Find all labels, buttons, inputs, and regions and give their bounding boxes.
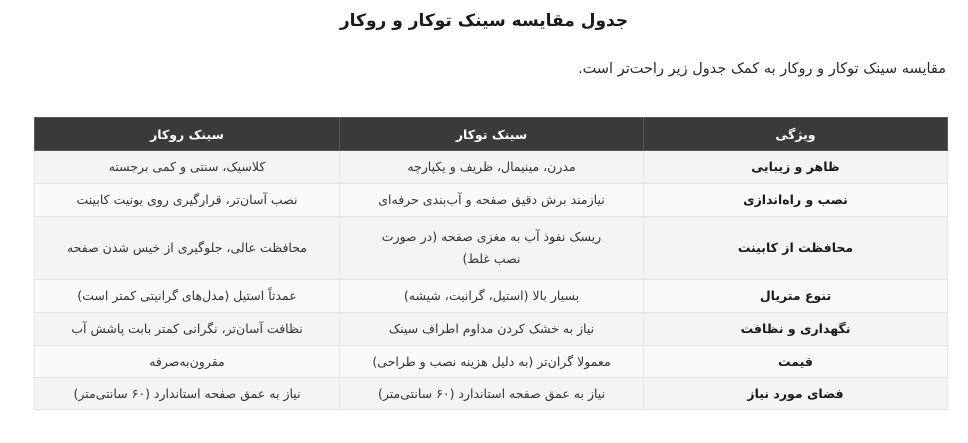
surface-cell: نظافت آسان‌تر، نگرانی کمتر بابت پاشش آب — [35, 313, 340, 346]
feature-cell: محافظت از کابینت — [644, 217, 948, 280]
comparison-table — [34, 117, 948, 410]
surface-cell: نصب آسان‌تر، قرارگیری روی یونیت کابینت — [35, 184, 340, 217]
surface-cell: عمدتاً استیل (مدل‌های گرانیتی کمتر است) — [35, 280, 340, 313]
table-row — [35, 313, 948, 346]
table-row — [35, 151, 948, 184]
built-in-cell: مدرن، مینیمال، ظریف و یکپارچه — [340, 151, 644, 184]
built-in-cell: معمولا گران‌تر (به دلیل هزینه نصب و طراحی) — [340, 346, 644, 378]
table-row — [35, 378, 948, 410]
built-in-cell: نیاز به خشک کردن مداوم اطراف سینک — [340, 313, 644, 346]
table-row — [35, 346, 948, 378]
feature-cell: نصب و راه‌اندازی — [644, 184, 948, 217]
header-surface-sink: سینک روکار — [35, 118, 340, 151]
table-title: جدول مقایسه سینک توکار و روکار — [339, 11, 629, 31]
built-in-cell: نیاز به عمق صفحه استاندارد (۶۰ سانتی‌متر) — [340, 378, 644, 410]
built-in-cell: ریسک نفوذ آب به مغزی صفحه (در صورت نصب غلط) — [340, 217, 644, 280]
surface-cell: محافظت عالی، جلوگیری از خیس شدن صفحه — [35, 217, 340, 280]
feature-cell: نگهداری و نظافت — [644, 313, 948, 346]
header-built-in-sink: سینک توکار — [340, 118, 644, 151]
built-in-cell: بسیار بالا (استیل، گرانیت، شیشه) — [340, 280, 644, 313]
feature-cell: ظاهر و زیبایی — [644, 151, 948, 184]
feature-cell: فضای مورد نیاز — [644, 378, 948, 410]
table-row — [35, 217, 948, 280]
surface-cell: مقرون‌به‌صرفه — [35, 346, 340, 378]
surface-cell: کلاسیک، سنتی و کمی برجسته — [35, 151, 340, 184]
feature-cell: تنوع متریال — [644, 280, 948, 313]
surface-cell: نیاز به عمق صفحه استاندارد (۶۰ سانتی‌متر) — [35, 378, 340, 410]
table-header-row — [35, 118, 948, 151]
table-row — [35, 184, 948, 217]
table-row — [35, 280, 948, 313]
intro-paragraph: مقایسه سینک توکار و روکار به کمک جدول زیر راحت‌تر است. — [578, 61, 946, 77]
built-in-cell: نیازمند برش دقیق صفحه و آب‌بندی حرفه‌ای — [340, 184, 644, 217]
feature-cell: قیمت — [644, 346, 948, 378]
header-feature: ویژگی — [644, 118, 948, 151]
